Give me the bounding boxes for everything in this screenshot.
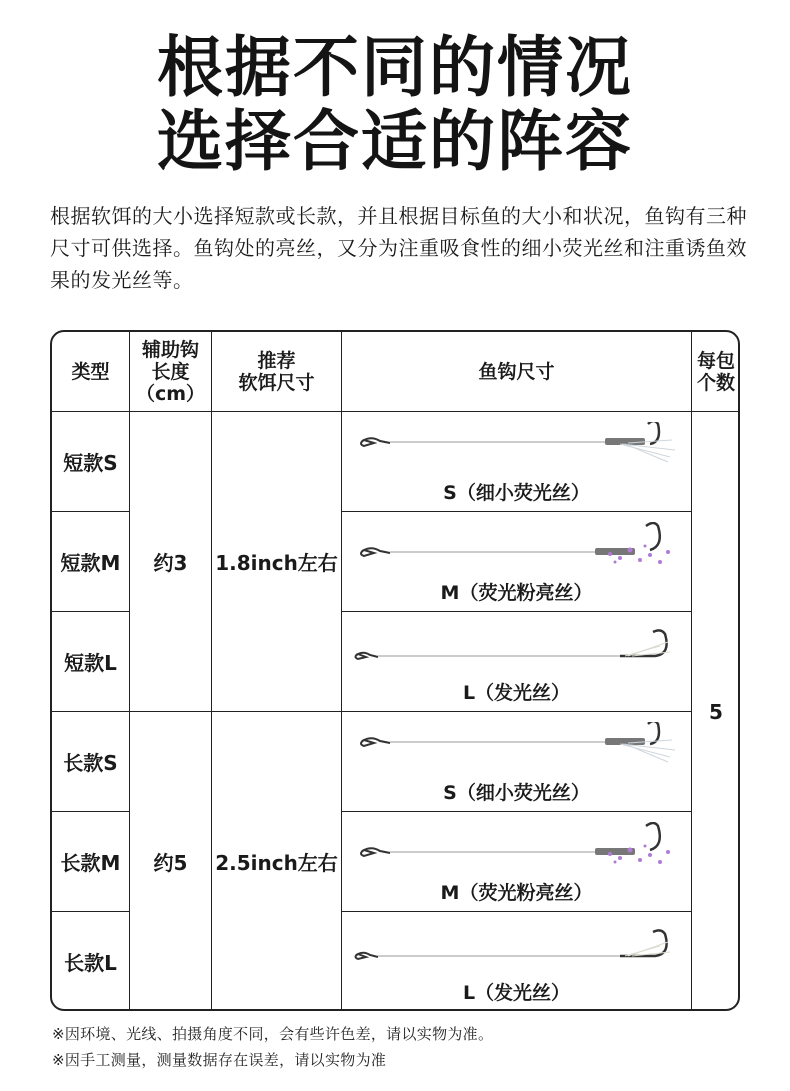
- row-type-label: 短款S: [63, 451, 118, 475]
- aux-length-long-value: 约5: [153, 851, 188, 875]
- hook-cell: [342, 612, 692, 712]
- row-type: [52, 812, 130, 912]
- hook-m-pink-glitter-icon: [350, 822, 680, 872]
- hook-cell: [342, 412, 692, 512]
- hook-cell: [342, 512, 692, 612]
- header-per-pack: [692, 332, 740, 412]
- hook-l-glow-thread-icon: [350, 622, 680, 672]
- hook-s-fluorescent-thread-icon: [350, 422, 680, 472]
- disclaimer-color: ※因环境、光线、拍摄角度不同，会有些许色差，请以实物为准。: [52, 1025, 494, 1043]
- header-hook-size: [342, 332, 692, 412]
- per-pack-count: [692, 412, 740, 1011]
- aux-length-long: [130, 712, 212, 1011]
- row-type: [52, 912, 130, 1011]
- page-title-line2: 选择合适的阵容: [157, 103, 633, 180]
- header-aux-length-label: 辅助钩 长度 （cm）: [135, 338, 206, 405]
- header-bait-size: [212, 332, 342, 412]
- bait-size-short-value: 1.8inch左右: [215, 551, 338, 575]
- hook-label: S（细小荧光丝）: [443, 482, 590, 504]
- row-type: [52, 512, 130, 612]
- row-type-label: 短款M: [60, 551, 121, 575]
- hook-s-fluorescent-thread-icon: [350, 722, 680, 772]
- row-type-label: 长款L: [64, 951, 117, 975]
- spec-table: [50, 330, 740, 1011]
- row-type: [52, 712, 130, 812]
- row-type-label: 短款L: [64, 651, 117, 675]
- bait-size-short: [212, 412, 342, 712]
- intro-paragraph: 根据软饵的大小选择短款或长款，并且根据目标鱼的大小和状况，鱼钩有三种尺寸可供选择。鱼钩处的亮丝，又分为注重吸食性的细小荧光丝和注重诱鱼效果的发光丝等。: [50, 204, 747, 292]
- hook-cell: [342, 912, 692, 1011]
- aux-length-short-value: 约3: [153, 551, 188, 575]
- aux-length-short: [130, 412, 212, 712]
- hook-cell: [342, 712, 692, 812]
- hook-label: L（发光丝）: [462, 682, 571, 704]
- bait-size-long: [212, 712, 342, 1011]
- hook-cell: [342, 812, 692, 912]
- hook-label: M（荧光粉亮丝）: [440, 882, 593, 904]
- bait-size-long-value: 2.5inch左右: [215, 851, 338, 875]
- row-type-label: 长款M: [60, 851, 121, 875]
- per-pack-value: 5: [709, 699, 723, 724]
- hook-label: M（荧光粉亮丝）: [440, 582, 593, 604]
- header-per-pack-label: 每包 个数: [696, 349, 735, 394]
- header-type: [52, 332, 130, 412]
- header-type-label: 类型: [71, 360, 110, 383]
- page-title-line1: 根据不同的情况: [157, 29, 633, 106]
- row-type-label: 长款S: [63, 751, 118, 775]
- hook-l-glow-thread-icon: [350, 922, 680, 972]
- header-bait-size-label: 推荐 软饵尺寸: [238, 349, 315, 394]
- row-type: [52, 412, 130, 512]
- hook-label: L（发光丝）: [462, 982, 571, 1004]
- header-aux-length: [130, 332, 212, 412]
- hook-label: S（细小荧光丝）: [443, 782, 590, 804]
- header-hook-size-label: 鱼钩尺寸: [478, 360, 555, 383]
- disclaimer-measure: ※因手工测量，测量数据存在误差，请以实物为准: [52, 1051, 387, 1069]
- hook-m-pink-glitter-icon: [350, 522, 680, 572]
- row-type: [52, 612, 130, 712]
